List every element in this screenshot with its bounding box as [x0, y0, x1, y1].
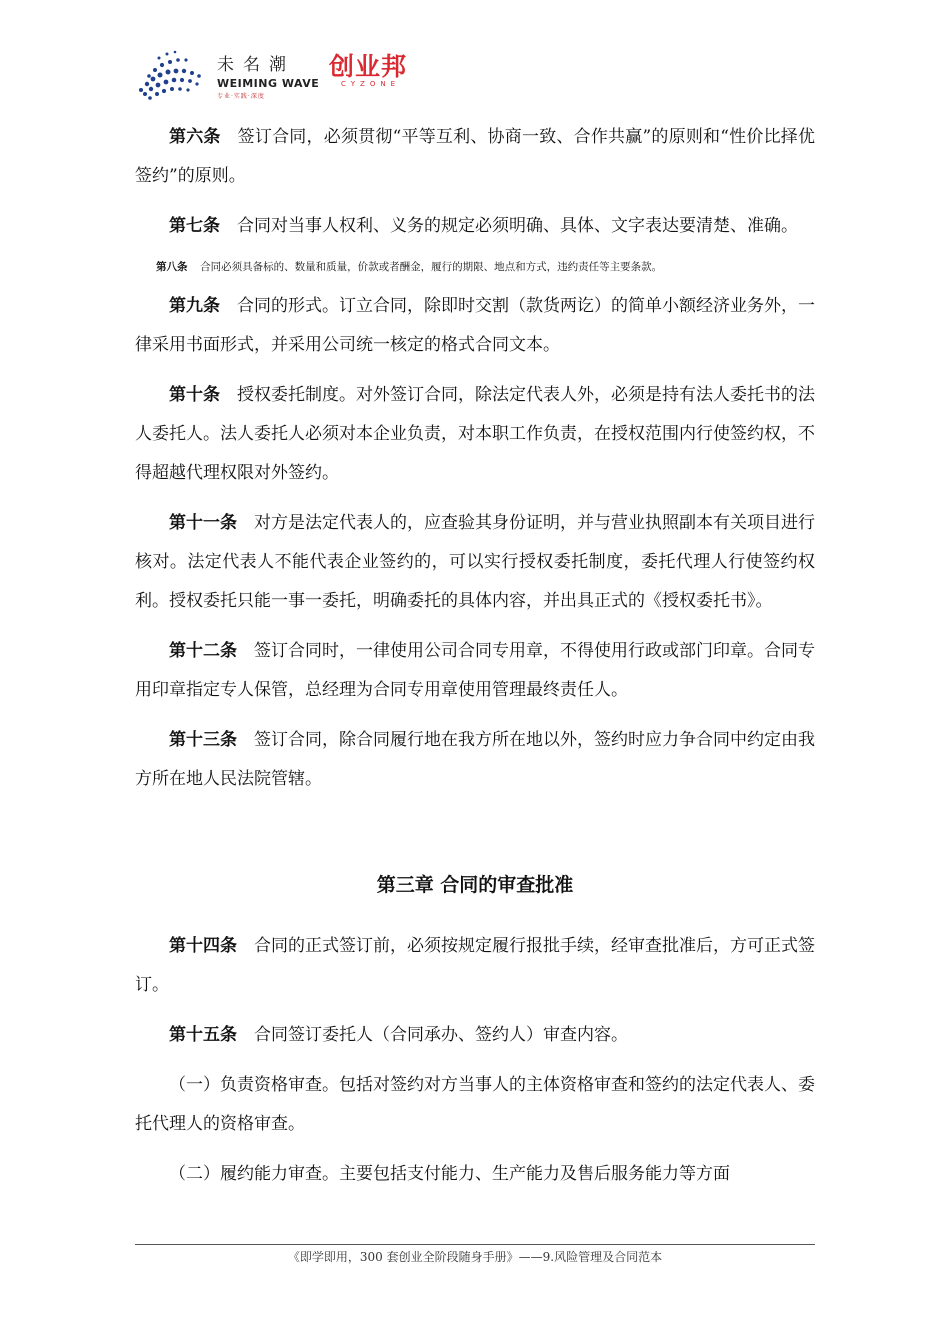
chapter-title: 第三章 合同的审查批准	[376, 874, 574, 896]
article-14	[135, 927, 815, 1005]
article-label: 第十一条	[169, 513, 237, 533]
article-label: 第九条	[169, 296, 220, 316]
weiming-wave-wordmark	[217, 50, 319, 100]
cyzone-cn-name: 创业邦	[329, 52, 408, 81]
page-header	[133, 40, 833, 110]
article-text: 合同必须具备标的、数量和质量，价款或者酬金，履行的期限、地点和方式，违约责任等主要条款。	[200, 261, 663, 273]
article-12	[135, 632, 815, 710]
article-8	[135, 257, 815, 277]
article-text: 对方是法定代表人的，应查验其身份证明，并与营业执照副本有关项目进行核对。法定代表人不能代表企业签约的，可以实行授权委托制度，委托代理人行使签约权利。授权委托只能一事一委托，明确委托的具体内容，并出具正式的《授权委托书》。	[135, 513, 815, 611]
article-text: 签订合同，必须贯彻“平等互利、协商一致、合作共赢”的原则和“性价比择优签约”的原则。	[135, 127, 816, 186]
logo-cn-name: 未名潮	[217, 55, 295, 75]
article-label: 第六条	[169, 127, 221, 147]
article-label: 第十二条	[169, 641, 237, 661]
document-body	[135, 118, 815, 1205]
footer-divider	[135, 1244, 815, 1245]
list-item: （一）负责资格审查。包括对签约对方当事人的主体资格审查和签约的法定代表人、委托代理人的资格审查。	[135, 1075, 815, 1134]
article-label: 第八条	[156, 261, 188, 273]
article-11	[135, 504, 815, 621]
article-6	[135, 118, 815, 196]
page-footer: 《即学即用，300 套创业全阶段随身手册》——9.风险管理及合同范本	[287, 1250, 663, 1264]
article-text: 合同签订委托人（合同承办、签约人）审查内容。	[254, 1025, 628, 1045]
article-label: 第十条	[169, 385, 220, 405]
cyzone-en-name: CYZONE	[341, 80, 401, 88]
article-text: 授权委托制度。对外签订合同，除法定代表人外，必须是持有法人委托书的法人委托人。法人委托人必须对本企业负责，对本职工作负责，在授权范围内行使签约权，不得超越代理权限对外签约。	[135, 385, 815, 483]
article-9	[135, 287, 815, 365]
logo-tagline: 专业·实践·深度	[217, 93, 265, 100]
article-10	[135, 376, 815, 493]
article-label: 第七条	[169, 216, 220, 236]
article-15	[135, 1016, 815, 1055]
article-text: 合同的正式签订前，必须按规定履行报批手续，经审查批准后，方可正式签订。	[135, 936, 815, 995]
article-7	[135, 207, 815, 246]
article-label: 第十四条	[169, 936, 237, 956]
list-item: （二）履约能力审查。主要包括支付能力、生产能力及售后服务能力等方面	[169, 1164, 730, 1184]
article-label: 第十三条	[169, 730, 237, 750]
article-text: 合同的形式。订立合同，除即时交割（款货两讫）的简单小额经济业务外，一律采用书面形式，并采用公司统一核定的格式合同文本。	[135, 296, 815, 355]
article-text: 签订合同时，一律使用公司合同专用章，不得使用行政或部门印章。合同专用印章指定专人保管，总经理为合同专用章使用管理最终责任人。	[135, 641, 815, 700]
article-label: 第十五条	[169, 1025, 237, 1045]
article-13	[135, 721, 815, 799]
weiming-wave-logo-icon	[133, 46, 211, 106]
cyzone-logo	[329, 54, 407, 88]
logo-en-name: WEIMING WAVE	[217, 77, 320, 90]
article-text: 合同对当事人权利、义务的规定必须明确、具体、文字表达要清楚、准确。	[237, 216, 798, 236]
article-text: 签订合同，除合同履行地在我方所在地以外，签约时应力争合同中约定由我方所在地人民法院管辖。	[135, 730, 815, 789]
